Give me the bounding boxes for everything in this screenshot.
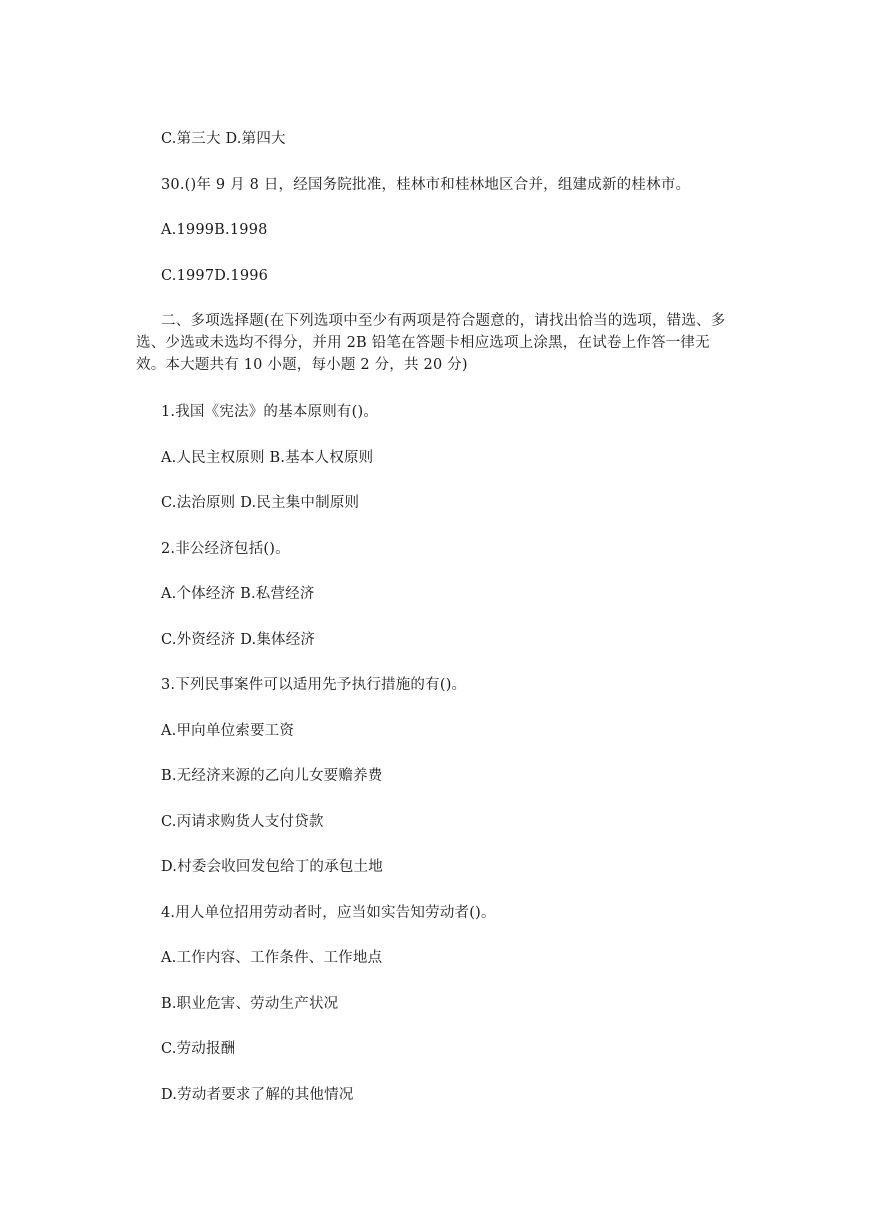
mq4-option-d: D.劳动者要求了解的其他情况 bbox=[161, 1087, 354, 1103]
mq3-option-d: D.村委会收回发包给丁的承包土地 bbox=[161, 859, 383, 875]
q30-options-cd: C.1997D.1996 bbox=[161, 268, 269, 284]
mq2-question: 2.非公经济包括()。 bbox=[161, 541, 290, 557]
mq3-question: 3.下列民事案件可以适用先予执行措施的有()。 bbox=[161, 677, 467, 693]
mq3-option-c: C.丙请求购货人支付贷款 bbox=[161, 814, 324, 830]
mq4-question: 4.用人单位招用劳动者时，应当如实告知劳动者()。 bbox=[161, 905, 496, 921]
mq1-question: 1.我国《宪法》的基本原则有()。 bbox=[161, 404, 379, 420]
mq4-option-a: A.工作内容、工作条件、工作地点 bbox=[161, 950, 383, 966]
mq1-options-ab: A.人民主权原则 B.基本人权原则 bbox=[161, 450, 374, 466]
q30-question: 30.()年 9 月 8 日，经国务院批准，桂林市和桂林地区合并，组建成新的桂林市。 bbox=[161, 177, 691, 193]
q30-options-ab: A.1999B.1998 bbox=[161, 222, 268, 238]
mq1-options-cd: C.法治原则 D.民主集中制原则 bbox=[161, 495, 360, 511]
mq2-options-cd: C.外资经济 D.集体经济 bbox=[161, 632, 316, 648]
mq3-option-a: A.甲向单位索要工资 bbox=[161, 723, 295, 739]
mq4-option-b: B.职业危害、劳动生产状况 bbox=[161, 996, 339, 1012]
mq4-option-c: C.劳动报酬 bbox=[161, 1041, 236, 1057]
mq3-option-b: B.无经济来源的乙向儿女要赡养费 bbox=[161, 768, 383, 784]
q29-options-cd: C.第三大 D.第四大 bbox=[161, 131, 286, 147]
mq2-options-ab: A.个体经济 B.私营经济 bbox=[161, 586, 315, 602]
section-heading-multiple-choice: 二、多项选择题(在下列选项中至少有两项是符合题意的，请找出恰当的选项，错选、多选、少选或未选均不得分，并用 2B 铅笔在答题卡相应选项上涂黑，在试卷上作答一律无效。本大题共有 10 小题，每小题 2 分，共 20 分) bbox=[136, 313, 726, 373]
